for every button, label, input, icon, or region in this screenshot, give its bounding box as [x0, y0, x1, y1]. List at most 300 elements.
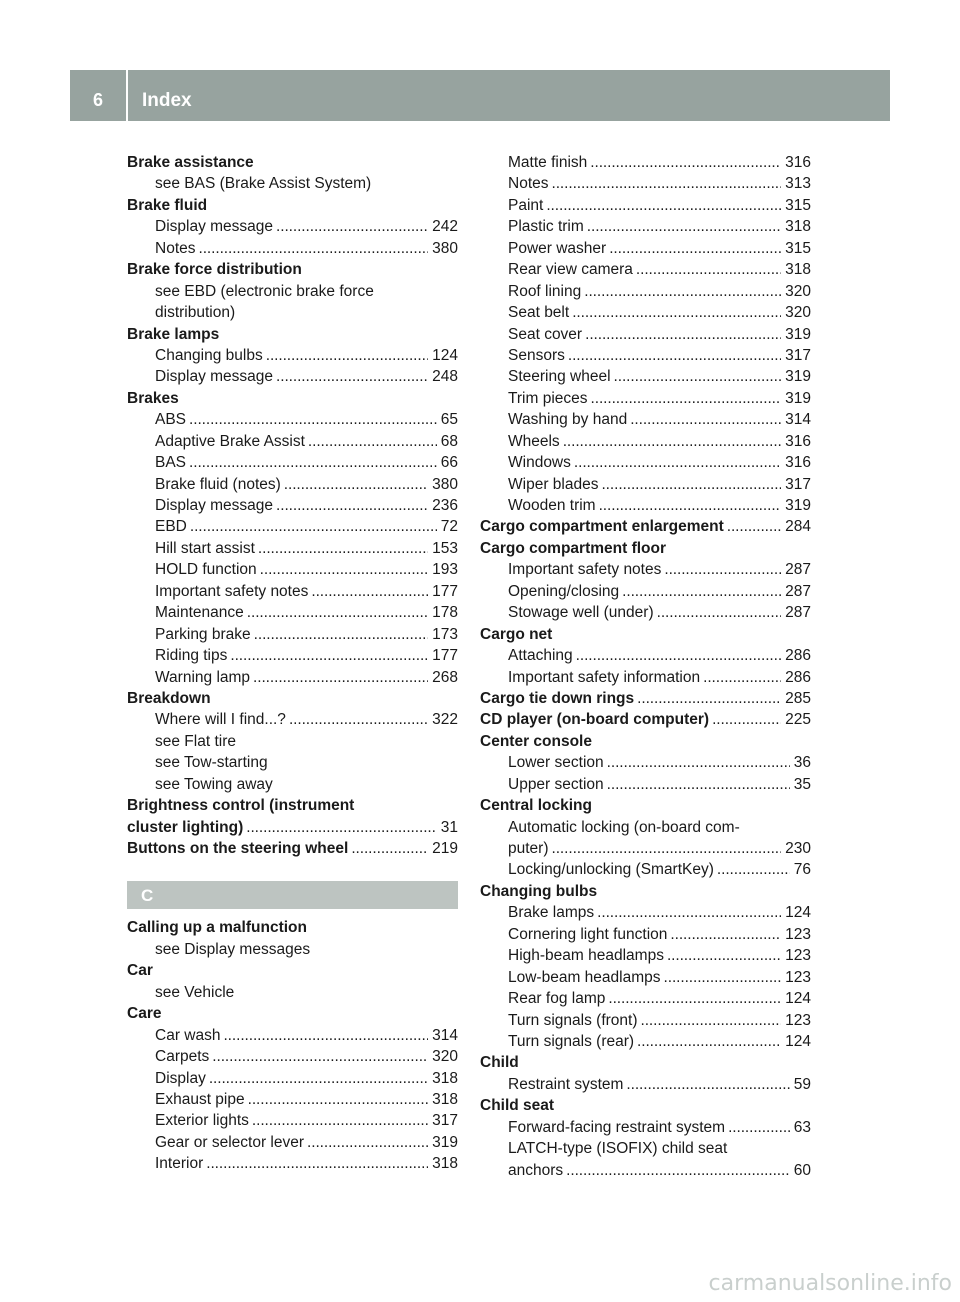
entry-label: ABS [155, 411, 187, 429]
index-subentry [127, 281, 458, 302]
dot-leader [576, 645, 781, 666]
entry-label: Important safety information [508, 668, 701, 686]
page-reference[interactable]: 317 [785, 346, 811, 364]
index-subentry [480, 1160, 811, 1181]
entry-label: Display message [155, 368, 274, 386]
index-subentry [127, 645, 458, 666]
entry-label: Parking brake [155, 625, 251, 643]
entry-label: Central locking [480, 797, 592, 815]
entry-label: Restraint system [508, 1075, 624, 1093]
entry-label: Brake force distribution [127, 261, 302, 279]
entry-label: Brake fluid [127, 196, 208, 214]
page-reference[interactable]: 313 [785, 175, 811, 193]
dot-leader [712, 709, 781, 730]
page-reference[interactable]: 177 [432, 582, 458, 600]
index-column-left [127, 152, 458, 1175]
page-reference[interactable]: 248 [432, 368, 458, 386]
dot-leader [587, 216, 781, 237]
index-subentry [480, 409, 811, 430]
page-reference[interactable]: 219 [432, 840, 458, 857]
entry-label: see Vehicle [155, 983, 235, 1001]
index-subentry [480, 366, 811, 387]
page-number: 6 [92, 90, 103, 110]
page-reference[interactable]: 316 [785, 454, 811, 472]
entry-label: Cargo tie down rings [480, 689, 635, 707]
entry-label: Brightness control (instrument [127, 797, 355, 815]
index-subentry [127, 1110, 458, 1131]
entry-label: Seat cover [508, 325, 583, 343]
dot-leader [585, 324, 781, 345]
page-reference[interactable]: 123 [785, 968, 811, 986]
dot-leader [614, 366, 782, 387]
index-subentry [480, 452, 811, 473]
page-reference[interactable]: 318 [432, 1069, 458, 1087]
dot-leader [563, 431, 781, 452]
entry-label: Attaching [508, 647, 573, 665]
index-subentry [480, 581, 811, 602]
index-subentry [480, 817, 811, 838]
index-subentry [480, 859, 811, 880]
entry-label: Seat belt [508, 304, 570, 322]
index-subentry [480, 967, 811, 988]
page-reference[interactable]: 124 [785, 904, 811, 922]
entry-label: Child [480, 1054, 519, 1072]
page-reference[interactable]: 317 [432, 1112, 458, 1130]
dot-leader [284, 474, 428, 495]
dot-leader [584, 281, 781, 302]
index-column-right [480, 152, 811, 1181]
entry-label: Brake assistance [127, 154, 254, 171]
index-heading [127, 917, 458, 938]
entry-label: Stowage well (under) [508, 604, 654, 622]
entry-label: Upper section [508, 775, 604, 793]
index-subentry [127, 1046, 458, 1067]
index-subentry [480, 752, 811, 773]
index-subentry [127, 731, 458, 752]
index-subentry [480, 667, 811, 688]
dot-leader [664, 559, 781, 580]
section-letter-band: C [127, 881, 458, 909]
index-heading [480, 795, 811, 816]
page-reference[interactable]: 76 [793, 861, 811, 879]
dot-leader [636, 259, 781, 280]
dot-leader [248, 1089, 429, 1110]
index-subentry [127, 216, 458, 237]
page-reference[interactable]: 284 [785, 518, 811, 536]
index-subentry [480, 281, 811, 302]
index-subentry [480, 945, 811, 966]
page-reference[interactable]: 66 [440, 454, 458, 472]
dot-leader [206, 1153, 428, 1174]
dot-leader [590, 152, 781, 173]
page-reference[interactable]: 285 [785, 689, 811, 707]
entry-label: see BAS (Brake Assist System) [155, 175, 372, 193]
index-subentry [480, 559, 811, 580]
entry-label: Riding tips [155, 647, 228, 665]
index-subentry [127, 774, 458, 795]
dot-leader [597, 902, 781, 923]
entry-label: Power washer [508, 239, 607, 257]
entry-label: distribution) [155, 304, 236, 322]
page-reference[interactable]: 268 [432, 668, 458, 686]
entry-label: Exhaust pipe [155, 1090, 245, 1108]
dot-leader [552, 838, 782, 859]
entry-label: Car [127, 962, 153, 980]
entry-label: Display message [155, 218, 274, 236]
entry-label: Brake lamps [127, 325, 220, 343]
index-subentry [127, 602, 458, 623]
index-subentry [480, 495, 811, 516]
page-reference[interactable]: 318 [432, 1090, 458, 1108]
dot-leader [566, 1160, 790, 1181]
index-heading [480, 881, 811, 902]
entry-label: Display message [155, 497, 274, 514]
page-reference[interactable]: 319 [785, 497, 811, 514]
dot-leader [670, 924, 781, 945]
page-reference[interactable]: 320 [785, 282, 811, 300]
entry-label: Brake lamps [508, 904, 595, 922]
dot-leader [276, 216, 428, 237]
dot-leader [717, 859, 790, 880]
dot-leader [591, 388, 782, 409]
page-reference[interactable]: 380 [432, 239, 458, 257]
page-reference[interactable]: 286 [785, 668, 811, 686]
index-subentry [127, 173, 458, 194]
dot-leader [546, 195, 781, 216]
page-reference[interactable]: 287 [785, 582, 811, 600]
entry-label: Washing by hand [508, 411, 628, 429]
page-reference[interactable]: 35 [793, 775, 811, 793]
index-subentry [480, 474, 811, 495]
dot-leader [622, 581, 781, 602]
index-subentry [480, 602, 811, 623]
page-reference[interactable]: 322 [432, 711, 458, 729]
page-reference[interactable]: 124 [432, 346, 458, 364]
dot-leader [199, 238, 429, 259]
entry-label: see Towing away [155, 775, 273, 793]
index-subentry [480, 238, 811, 259]
index-subentry [480, 431, 811, 452]
entry-label: EBD [155, 518, 187, 536]
index-heading [127, 795, 458, 816]
entry-label: LATCH-type (ISOFIX) child seat [508, 1140, 728, 1158]
index-entry [127, 838, 458, 859]
entry-label: Steering wheel [508, 368, 611, 386]
dot-leader [609, 238, 781, 259]
index-subentry [480, 1074, 811, 1095]
page-reference[interactable]: 123 [785, 925, 811, 943]
page-reference[interactable]: 153 [432, 539, 458, 557]
index-subentry [127, 982, 458, 1003]
index-subentry [127, 1132, 458, 1153]
entry-label: Turn signals (rear) [508, 1032, 635, 1050]
entry-label: Wiper blades [508, 475, 599, 493]
entry-label: Buttons on the steering wheel [127, 840, 349, 857]
entry-label: Interior [155, 1155, 204, 1173]
watermark: carmanualsonline.info [708, 1271, 952, 1296]
page-reference[interactable]: 286 [785, 647, 811, 665]
index-heading [127, 960, 458, 981]
page-reference[interactable]: 316 [785, 154, 811, 171]
index-heading [480, 1095, 811, 1116]
index-subentry [480, 324, 811, 345]
page-reference[interactable]: 177 [432, 647, 458, 665]
dot-leader [189, 452, 437, 473]
page-reference[interactable]: 314 [785, 411, 811, 429]
entry-label: see EBD (electronic brake force [155, 282, 374, 300]
index-entry [480, 709, 811, 730]
index-subentry [127, 452, 458, 473]
index-subentry [480, 1010, 811, 1031]
dot-leader [626, 1074, 789, 1095]
dot-leader [574, 452, 781, 473]
dot-leader [728, 1117, 790, 1138]
index-subentry [127, 709, 458, 730]
page-reference[interactable]: 123 [785, 947, 811, 965]
dot-leader [703, 667, 781, 688]
entry-label: Cargo compartment enlargement [480, 518, 724, 536]
dot-leader [266, 345, 428, 366]
index-heading [480, 538, 811, 559]
index-subentry [480, 645, 811, 666]
dot-leader [276, 366, 428, 387]
index-subentry [127, 1153, 458, 1174]
entry-label: Car wash [155, 1026, 221, 1044]
index-subentry [480, 924, 811, 945]
entry-label: Brake fluid (notes) [155, 475, 281, 493]
page-reference[interactable]: 320 [785, 304, 811, 322]
page-reference[interactable]: 319 [785, 368, 811, 386]
entry-label: CD player (on-board computer) [480, 711, 710, 729]
dot-leader [223, 1025, 428, 1046]
dot-leader [630, 409, 781, 430]
index-subentry [480, 388, 811, 409]
page-reference[interactable]: 318 [785, 218, 811, 236]
index-subentry [127, 752, 458, 773]
entry-label: Low-beam headlamps [508, 968, 661, 986]
entry-label: Adaptive Brake Assist [155, 432, 305, 450]
index-subentry [127, 559, 458, 580]
entry-label: HOLD function [155, 561, 257, 579]
index-heading [480, 731, 811, 752]
page-reference[interactable]: 320 [432, 1048, 458, 1066]
dot-leader [308, 431, 437, 452]
index-subentry [127, 624, 458, 645]
entry-label: Turn signals (front) [508, 1011, 638, 1029]
dot-leader [667, 945, 781, 966]
entry-label: puter) [508, 840, 549, 857]
entry-label: Windows [508, 454, 571, 472]
entry-label: Opening/closing [508, 582, 620, 600]
index-subentry [127, 431, 458, 452]
entry-label: Locking/unlocking (SmartKey) [508, 861, 714, 879]
index-entry [127, 817, 458, 838]
entry-label: Carpets [155, 1048, 210, 1066]
index-subentry [127, 516, 458, 537]
page-reference[interactable]: 178 [432, 604, 458, 622]
page-reference[interactable]: 36 [793, 754, 811, 772]
dot-leader [289, 709, 428, 730]
index-subentry [127, 238, 458, 259]
dot-leader [209, 1068, 428, 1089]
entry-label: Matte finish [508, 154, 588, 171]
dot-leader [572, 302, 781, 323]
dot-leader [727, 516, 781, 537]
page-reference[interactable]: 123 [785, 1011, 811, 1029]
page-reference[interactable]: 124 [785, 1032, 811, 1050]
dot-leader [608, 988, 781, 1009]
dot-leader [311, 581, 428, 602]
header-divider [126, 70, 128, 121]
index-subentry [127, 474, 458, 495]
index-heading [127, 152, 458, 173]
entry-label: Wooden trim [508, 497, 596, 514]
entry-label: High-beam headlamps [508, 947, 664, 965]
dot-leader [254, 624, 428, 645]
entry-label: Child seat [480, 1097, 555, 1115]
index-subentry [480, 345, 811, 366]
dot-leader [552, 173, 782, 194]
dot-leader [607, 752, 790, 773]
entry-label: Hill start assist [155, 539, 255, 557]
entry-label: Display [155, 1069, 206, 1087]
index-subentry [480, 838, 811, 859]
page-reference[interactable]: 287 [785, 561, 811, 579]
dot-leader [351, 838, 428, 859]
entry-label: Exterior lights [155, 1112, 249, 1130]
page-reference[interactable]: 60 [793, 1161, 811, 1179]
dot-leader [641, 1010, 782, 1031]
entry-label: Maintenance [155, 604, 244, 622]
page-reference[interactable]: 380 [432, 475, 458, 493]
index-subentry [480, 216, 811, 237]
entry-label: Lower section [508, 754, 604, 772]
entry-label: Sensors [508, 346, 565, 364]
page-reference[interactable]: 319 [432, 1133, 458, 1151]
index-subentry [127, 667, 458, 688]
page-title: Index [142, 90, 192, 111]
entry-label: Important safety notes [155, 582, 309, 600]
page-reference[interactable]: 317 [785, 475, 811, 493]
entry-label: Center console [480, 732, 592, 750]
entry-label: Notes [155, 239, 196, 257]
index-subentry [480, 988, 811, 1009]
index-heading [480, 624, 811, 645]
page-reference[interactable]: 63 [793, 1118, 811, 1136]
page-reference[interactable]: 315 [785, 196, 811, 214]
entry-label: Breakdown [127, 689, 211, 707]
dot-leader [657, 602, 782, 623]
dot-leader [252, 1110, 428, 1131]
dot-leader [258, 538, 428, 559]
page-header [70, 70, 890, 121]
page-reference[interactable]: 287 [785, 604, 811, 622]
page-reference[interactable]: 173 [432, 625, 458, 643]
page-reference[interactable]: 236 [432, 497, 458, 514]
index-subentry [127, 302, 458, 323]
entry-label: see Tow-starting [155, 754, 268, 772]
entry-label: Where will I find...? [155, 711, 286, 729]
page-reference[interactable]: 315 [785, 239, 811, 257]
index-subentry [127, 409, 458, 430]
page-reference[interactable]: 65 [440, 411, 458, 429]
dot-leader [599, 495, 782, 516]
page-reference[interactable]: 319 [785, 389, 811, 407]
entry-label: Automatic locking (on-board com- [508, 818, 740, 836]
index-subentry [127, 366, 458, 387]
entry-label: Warning lamp [155, 668, 251, 686]
dot-leader [230, 645, 428, 666]
page-reference[interactable]: 124 [785, 990, 811, 1008]
index-subentry [127, 1089, 458, 1110]
entry-label: Cargo compartment floor [480, 539, 667, 557]
index-subentry [480, 1031, 811, 1052]
index-subentry [127, 538, 458, 559]
entry-label: Roof lining [508, 282, 582, 300]
entry-label: Brakes [127, 389, 179, 407]
page-reference[interactable]: 242 [432, 218, 458, 236]
index-subentry [480, 1138, 811, 1159]
page-reference[interactable]: 68 [440, 432, 458, 450]
dot-leader [637, 1031, 781, 1052]
entry-label: Rear fog lamp [508, 990, 606, 1008]
page-reference[interactable]: 193 [432, 561, 458, 579]
index-heading [127, 688, 458, 709]
index-subentry [127, 495, 458, 516]
entry-label: Notes [508, 175, 549, 193]
index-heading [127, 259, 458, 280]
entry-label: cluster lighting) [127, 818, 244, 836]
entry-label: Paint [508, 196, 544, 214]
index-heading [127, 388, 458, 409]
index-heading [127, 1003, 458, 1024]
index-heading [127, 195, 458, 216]
page-reference[interactable]: 72 [440, 518, 458, 536]
entry-label: Plastic trim [508, 218, 584, 236]
page-reference[interactable]: 314 [432, 1026, 458, 1044]
page-reference[interactable]: 230 [785, 840, 811, 857]
index-heading [127, 324, 458, 345]
index-subentry [127, 345, 458, 366]
dot-leader [276, 495, 428, 516]
page-reference[interactable]: 318 [432, 1155, 458, 1173]
page-reference[interactable]: 318 [785, 261, 811, 279]
index-subentry [480, 152, 811, 173]
entry-label: Cornering light function [508, 925, 668, 943]
page-reference[interactable]: 225 [785, 711, 811, 729]
index-subentry [127, 1068, 458, 1089]
entry-label: Changing bulbs [480, 882, 598, 900]
dot-leader [253, 667, 428, 688]
index-entry [480, 516, 811, 537]
page-reference[interactable]: 31 [440, 818, 458, 836]
dot-leader [607, 774, 790, 795]
index-heading [480, 1052, 811, 1073]
entry-label: Forward-facing restraint system [508, 1118, 726, 1136]
page-reference[interactable]: 59 [793, 1075, 811, 1093]
index-subentry [480, 259, 811, 280]
page-reference[interactable]: 316 [785, 432, 811, 450]
index-subentry [127, 581, 458, 602]
index-entry [480, 688, 811, 709]
index-subentry [480, 302, 811, 323]
entry-label: see Display messages [155, 940, 311, 958]
entry-label: Gear or selector lever [155, 1133, 305, 1151]
dot-leader [307, 1132, 428, 1153]
dot-leader [637, 688, 781, 709]
page-reference[interactable]: 319 [785, 325, 811, 343]
entry-label: Wheels [508, 432, 560, 450]
